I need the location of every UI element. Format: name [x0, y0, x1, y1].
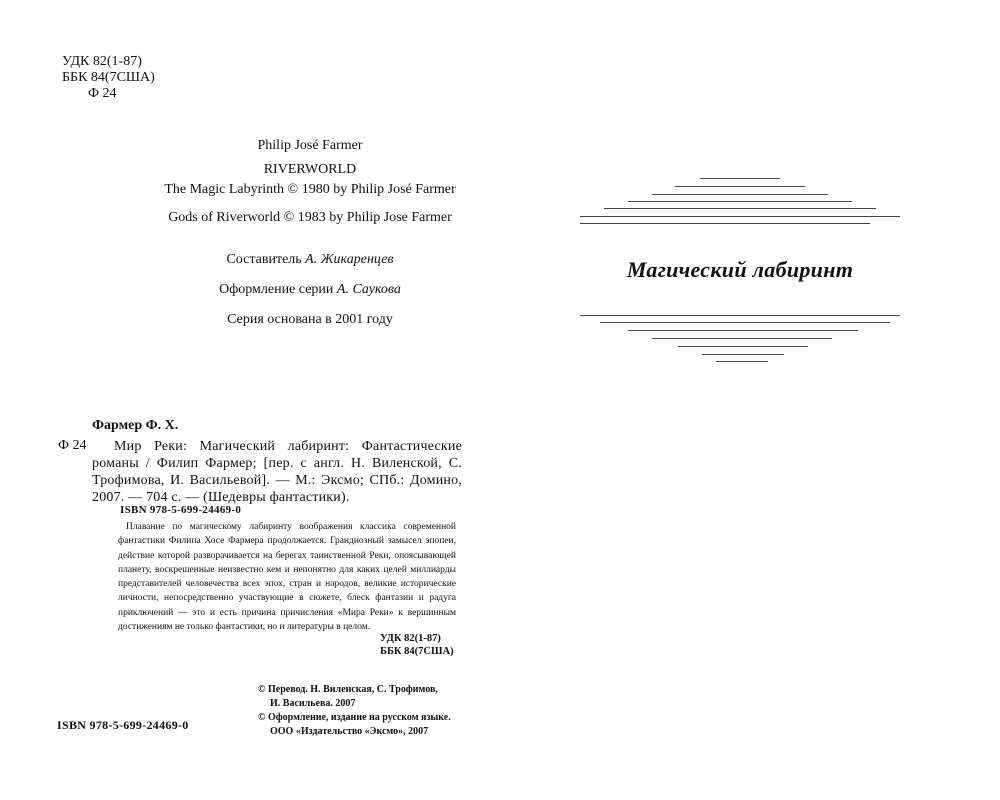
series-founded: Серия основана в 2001 году	[227, 312, 393, 327]
compiler-label: Составитель	[226, 252, 302, 267]
book-title: Магический лабиринт	[626, 257, 854, 282]
copyright-publisher: ООО «Издательство «Эксмо», 2007	[270, 726, 429, 737]
decor-rule	[600, 322, 890, 323]
decor-rule	[678, 346, 808, 347]
original-author: Philip José Farmer	[257, 138, 363, 153]
decor-rule	[716, 361, 768, 362]
author-mark: Ф 24	[88, 86, 117, 101]
bibliographic-text: Мир Реки: Магический лабиринт: Фантастические романы / Филип Фармер; [пер. с англ. Н. Виленской, С. Трофимова, И. Васильевой]. — М.: Эксмо; СПб.: Домино, 2007. — 704 с. — (Шедевры фантастики).	[92, 439, 462, 505]
catalog-udk: УДК 82(1-87)	[380, 633, 441, 644]
annotation	[118, 520, 456, 634]
annotation-text: Плавание по магическому лабиринту воображения классика современной фантастики Филипа Хосе Фармера продолжается. Грандиозный замысел эпопеи, действие которой разворачивается на берегах таинственной Реки, опоясывающей планету, воскрешенные неизвестно кем и непонятно для каких целей миллиарды представителей человечества всех эпох, стран и народов, великие исторические личности, непосредственно участвующие в сюжете, блеск фантазии и радуга приключений — это и есть причина причисления «Мира Реки» к вершинным достижениям не только фантастики, но и литературы в целом.	[118, 522, 456, 633]
decor-rule	[628, 330, 858, 331]
compiler-line	[90, 252, 530, 268]
catalog-author-heading: Фармер Ф. Х.	[92, 418, 179, 433]
design-label: Оформление серии	[219, 282, 334, 297]
catalog-isbn: ISBN 978-5-699-24469-0	[120, 504, 242, 516]
copyright-translation: © Перевод. Н. Виленская, С. Трофимов,	[258, 684, 438, 695]
udk-code: УДК 82(1-87)	[62, 54, 142, 69]
compiler-name: А. Жикаренцев	[305, 252, 394, 267]
credits-block	[90, 0, 530, 340]
decor-rule	[652, 338, 832, 339]
footer-isbn: ISBN 978-5-699-24469-0	[57, 718, 189, 732]
decor-rule	[604, 208, 876, 209]
decor-rule	[580, 216, 900, 217]
design-line	[90, 282, 530, 298]
catalog-bbk: ББК 84(7США)	[380, 646, 454, 657]
copyright-translators: И. Васильева. 2007	[270, 698, 356, 709]
copyright-design: © Оформление, издание на русском языке.	[258, 712, 451, 723]
copyright-notice	[258, 683, 451, 739]
decor-rule	[580, 315, 900, 316]
catalog-codes	[380, 632, 454, 658]
decor-rule	[652, 194, 828, 195]
catalog-author-mark: Ф 24	[58, 438, 87, 453]
decor-rule	[675, 186, 805, 187]
copyright-line-2: Gods of Riverworld © 1983 by Philip Jose Farmer	[168, 210, 452, 225]
design-name: А. Саукова	[336, 282, 401, 297]
decor-rule	[702, 354, 784, 355]
decor-rule	[700, 178, 780, 179]
title-block	[580, 150, 900, 370]
bbk-code: ББК 84(7США)	[62, 70, 155, 85]
original-series: RIVERWORLD	[263, 162, 357, 177]
decor-rule	[628, 201, 852, 202]
copyright-line-1: The Magic Labyrinth © 1980 by Philip José Farmer	[164, 182, 456, 197]
bibliographic-description	[92, 438, 462, 506]
decor-rule	[580, 223, 870, 224]
